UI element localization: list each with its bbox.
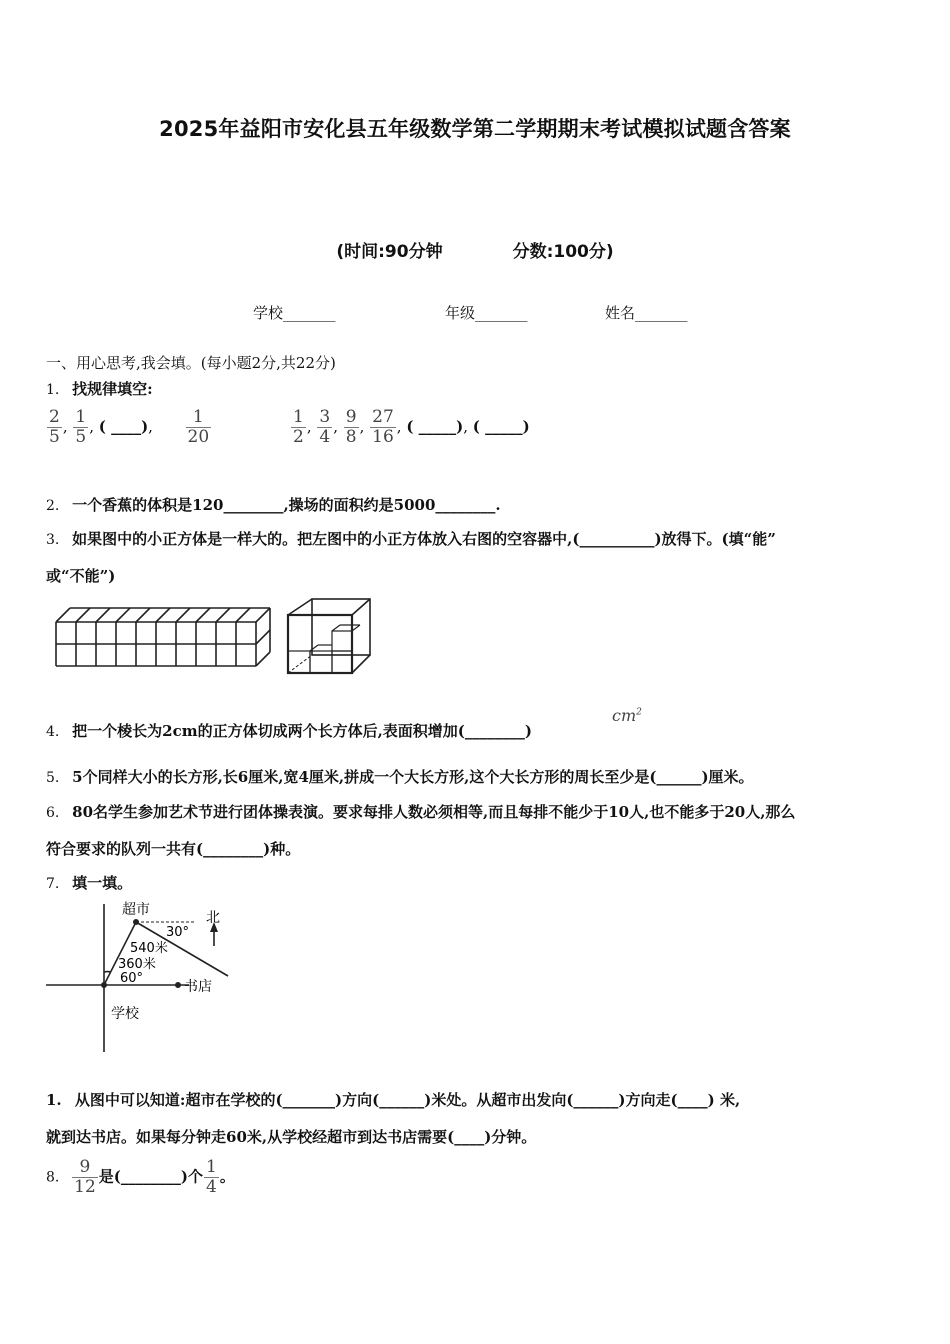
page-title: 2025年益阳市安化县五年级数学第二学期期末考试模拟试题含答案 (159, 117, 791, 141)
exam-time: (时间:90分钟 (336, 242, 443, 262)
question-number: 1. (46, 382, 60, 398)
fraction: $\frac{9}{12}$ (74, 1157, 96, 1197)
question-number: 6. (46, 805, 60, 821)
question-3 (46, 528, 776, 549)
fraction: $\frac{1}{2}$ (293, 407, 304, 447)
cube-edge (256, 630, 270, 644)
question-7-sub-1 (46, 1089, 740, 1110)
question-text: 一个香蕉的体积是120________,操场的面积约是5000________. (72, 496, 501, 514)
cube-edge (256, 652, 270, 666)
cube-edge (136, 608, 150, 622)
name-field[interactable]: 姓名_______ (605, 304, 688, 322)
question-number: 8. (46, 1169, 60, 1186)
answer-blank[interactable]: ( _____) (472, 417, 530, 436)
question-number: 2. (46, 498, 60, 514)
sub-question-text: 从图中可以知道:超市在学校的(_______)方向(______)米处。从超市出发向(______)方向走(____) 米, (74, 1091, 741, 1109)
answer-blank[interactable]: ( ____) (98, 417, 149, 436)
unit-label: $cm^2$ (612, 706, 642, 725)
cube-edge (156, 608, 170, 622)
cube-block-figure (50, 600, 275, 672)
question-text-continued: 或“不能”) (46, 567, 116, 585)
distance-360-label: 360米 (118, 957, 156, 972)
angle-60-label: 60° (120, 971, 144, 986)
question-1 (46, 378, 153, 399)
fraction: $\frac{3}{4}$ (319, 407, 331, 447)
question-text: 如果图中的小正方体是一样大的。把左图中的小正方体放入右图的空容器中,(__________)放得下。(填“能” (72, 530, 776, 548)
question-8 (46, 1158, 235, 1197)
question-4 (46, 720, 532, 741)
cube-edge (56, 608, 70, 622)
supermarket-label: 超市 (122, 902, 150, 918)
cube-edge (76, 608, 90, 622)
cube-edge (236, 608, 250, 622)
sequence-2: $\frac{1}{2}$ , $\frac{3}{4}$ , $\frac{9}{8}$ , $\frac{27}{16}$ , ( _____), ( _____) (293, 407, 530, 447)
section-heading: 一、用心思考,我会填。(每小题2分,共22分) (46, 354, 336, 372)
question-text: 是(________)个 (98, 1167, 203, 1186)
question-text: 填一填。 (72, 874, 133, 892)
direction-map (44, 896, 244, 1056)
fraction: $\frac{9}{8}$ (345, 407, 357, 447)
question-text: 5个同样大小的长方形,长6厘米,宽4厘米,拼成一个大长方形,这个大长方形的周长至少是(______)厘米。 (72, 768, 754, 786)
question-text-continued: 符合要求的队列一共有(________)种。 (46, 840, 301, 858)
distance-540-label: 540米 (130, 941, 168, 956)
sequence-1: $\frac{2}{5}$ , $\frac{1}{5}$ , ( ____), $\frac{1}{20}$ (49, 407, 210, 447)
fraction: $\frac{1}{5}$ (75, 407, 87, 447)
exam-info (0, 237, 950, 262)
exam-score: 分数:100分) (512, 242, 614, 262)
container-figure (284, 597, 374, 677)
cube-edge (196, 608, 210, 622)
fraction: $\frac{2}{5}$ (49, 407, 60, 447)
sub-question-number: 1. (46, 1091, 62, 1109)
question-text: 找规律填空: (72, 380, 153, 398)
grade-field[interactable]: 年级_______ (445, 304, 528, 322)
question-number: 7. (46, 876, 60, 892)
cube-edge (216, 608, 230, 622)
cube-edge (256, 608, 270, 622)
question-text: 80名学生参加艺术节进行团体操表演。要求每排人数必须相等,而且每排不能少于10人,也不能多于20人,那么 (72, 803, 796, 821)
school-label: 学校 (111, 1006, 139, 1022)
question-7 (46, 872, 132, 893)
answer-blank[interactable]: ( _____) (406, 417, 464, 436)
cube-edge (176, 608, 190, 622)
question-number: 5. (46, 770, 60, 786)
cube-edge (96, 608, 110, 622)
north-label: 北 (206, 910, 220, 926)
school-field[interactable]: 学校_______ (253, 304, 336, 322)
bookstore-label: 书店 (184, 979, 212, 995)
question-text-end: 。 (219, 1167, 235, 1186)
fraction: $\frac{1}{20}$ (187, 407, 210, 447)
fraction: $\frac{1}{4}$ (205, 1157, 217, 1197)
cube-edge (116, 608, 130, 622)
question-number: 4. (46, 724, 60, 740)
question-number: 3. (46, 532, 60, 548)
question-2 (46, 494, 501, 515)
question-5 (46, 766, 754, 787)
question-text: 把一个棱长为2cm的正方体切成两个长方体后,表面积增加(________) (72, 722, 533, 740)
sub-question-text-continued: 就到达书店。如果每分钟走60米,从学校经超市到达书店需要(____)分钟。 (46, 1128, 537, 1146)
angle-30-label: 30° (166, 925, 190, 940)
fraction: $\frac{27}{16}$ (372, 407, 394, 447)
question-6 (46, 801, 795, 822)
